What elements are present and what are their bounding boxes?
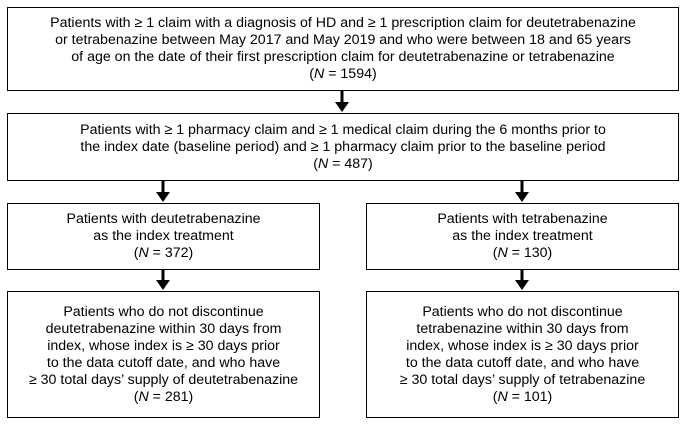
box-text-line: Patients who do not discontinue	[422, 303, 623, 320]
box-text-line: Patients with tetrabenazine	[437, 211, 608, 227]
box-text-line: the index date (baseline period) and ≥ 1 pharmacy claim prior to the baseline period	[80, 138, 606, 155]
patient-count: (N = 1594)	[309, 66, 377, 82]
box-text-line: Patients with ≥ 1 claim with a diagnosis of HD and ≥ 1 prescription claim for deutetrabenazine	[50, 15, 636, 31]
patient-count: (N = 487)	[313, 155, 373, 172]
box-text-line: index, whose index is ≥ 30 days prior	[47, 337, 280, 354]
box-text-line: to the data cutoff date, and who have	[405, 354, 640, 371]
box-text-line: Patients with deutetrabenazine	[66, 211, 261, 227]
box-text-line: or tetrabenazine between May 2017 and May 2019 and who were between 18 and 65 years	[55, 32, 631, 48]
arrow-box2-to-box3	[156, 181, 170, 202]
box-text-line: Patients who do not discontinue	[63, 303, 264, 320]
box-all-patients	[7, 7, 679, 91]
arrow-box4-to-box6	[515, 270, 529, 290]
box-text-line: tetrabenazine within 30 days from	[416, 320, 629, 337]
box-tetrabenazine-index	[366, 203, 679, 270]
box-text-line: of age on the date of their first prescription claim for deutetrabenazine or tetrabenazine	[71, 49, 615, 65]
arrow-box3-to-box5	[156, 270, 170, 290]
box-text-line: as the index treatment	[93, 228, 234, 244]
patient-count: (N = 101)	[492, 388, 553, 405]
box-text-line: Patients with ≥ 1 pharmacy claim and ≥ 1 medical claim during the 6 months prior to	[80, 121, 606, 138]
arrow-box1-to-box2	[335, 91, 349, 112]
box-deutetrabenazine-index	[7, 203, 320, 270]
box-text-line: index, whose index is ≥ 30 days prior	[406, 337, 639, 354]
patient-count: (N = 372)	[133, 245, 194, 261]
box-text-line: ≥ 30 total days’ supply of deutetrabenazine	[28, 371, 299, 388]
box-baseline-criteria	[7, 113, 679, 181]
box-text-line: ≥ 30 total days’ supply of tetrabenazine	[399, 371, 646, 388]
box-text-line: as the index treatment	[452, 228, 593, 244]
box-deutetrabenazine-final	[7, 291, 320, 418]
box-text-line: deutetrabenazine within 30 days from	[45, 320, 282, 337]
patient-count: (N = 281)	[133, 388, 194, 405]
arrow-box2-to-box4	[515, 181, 529, 202]
box-text-line: to the data cutoff date, and who have	[46, 354, 281, 371]
patient-count: (N = 130)	[492, 245, 553, 261]
box-tetrabenazine-final	[366, 291, 679, 418]
